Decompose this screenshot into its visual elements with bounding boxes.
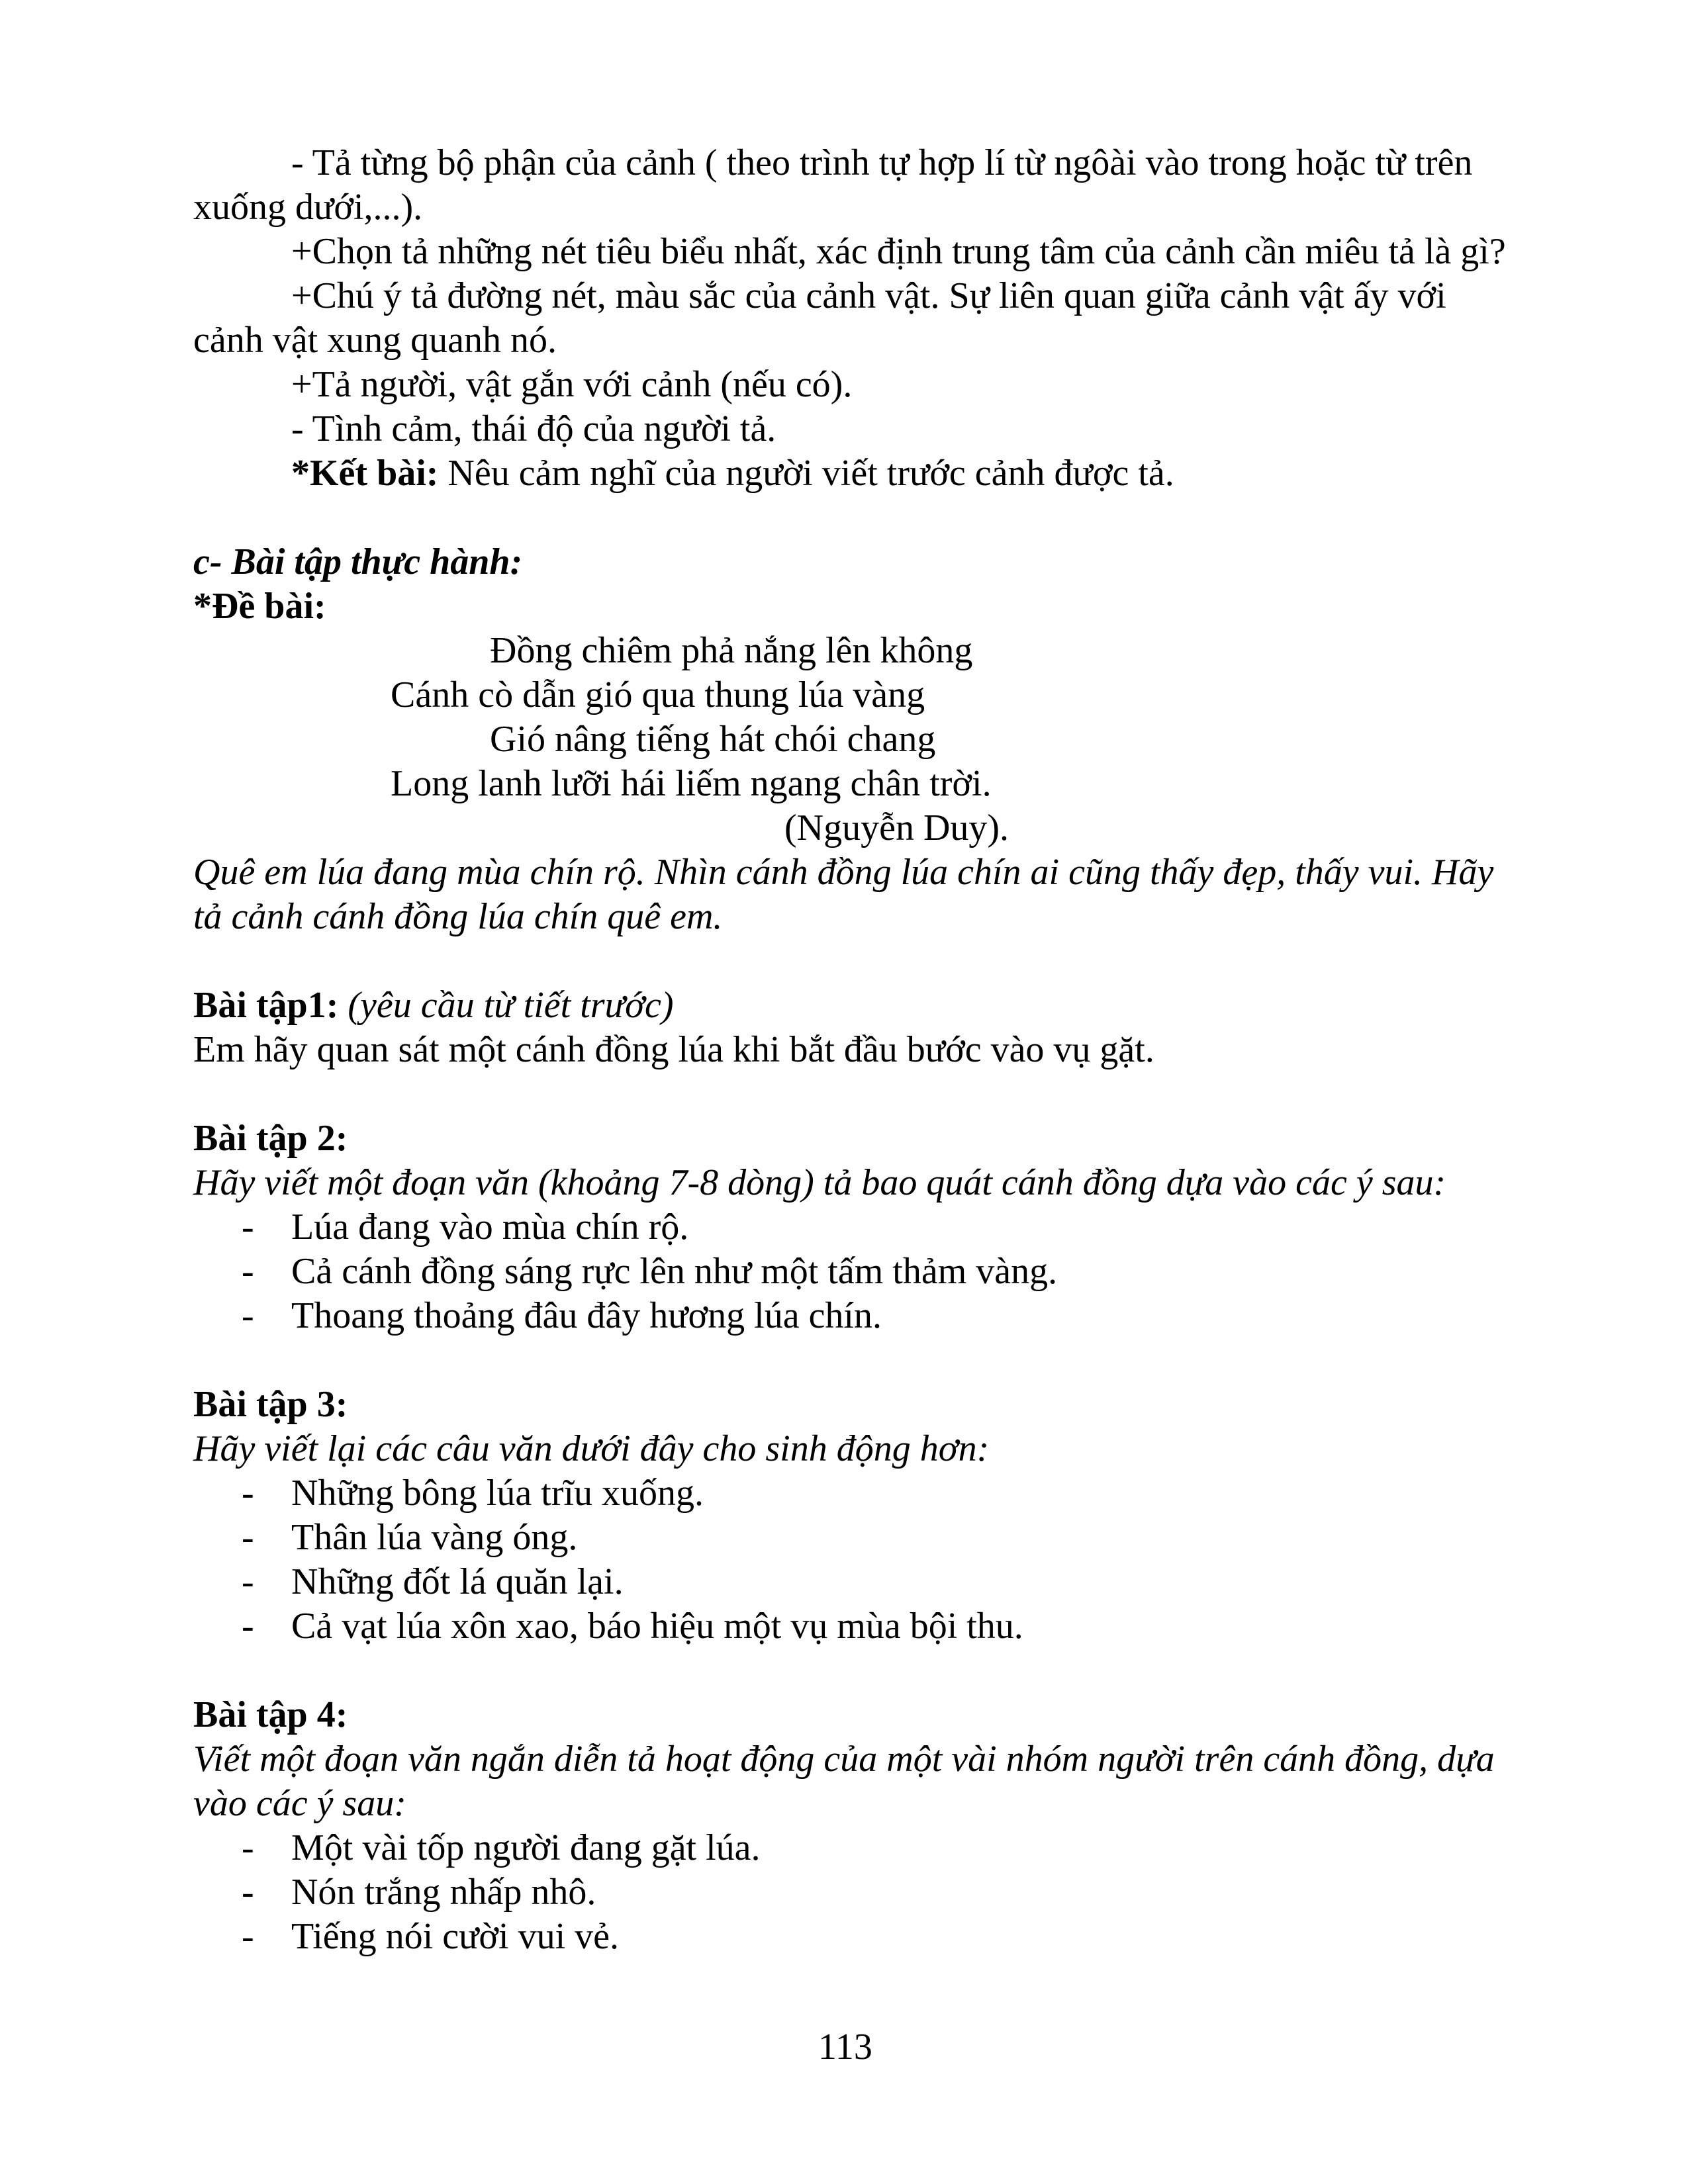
outline-line-2: xuống dưới,...). <box>193 187 423 228</box>
conclusion-label: *Kết bài: <box>291 453 439 494</box>
exercise1-note: (yêu cầu từ tiết trước) <box>338 985 674 1026</box>
bullet-dash: - <box>242 1606 254 1647</box>
bullet-dash: - <box>242 1827 254 1868</box>
exercise1-text: Em hãy quan sát một cánh đồng lúa khi bắt đầu bước vào vụ gặt. <box>193 1029 1154 1070</box>
exercise3-item-3: Những đốt lá quăn lại. <box>291 1561 624 1602</box>
bullet-dash: - <box>242 1517 254 1558</box>
outline-line-1: - Tả từng bộ phận của cảnh ( theo trình tự hợp lí từ ngôài vào trong hoặc từ trên <box>291 142 1473 183</box>
conclusion-text: Nêu cảm nghĩ của người viết trước cảnh được tả. <box>438 453 1174 494</box>
exercise1-heading <box>193 983 674 1027</box>
outline-line-6: +Tả người, vật gắn với cảnh (nếu có). <box>291 364 853 405</box>
outline-line-3: +Chọn tả những nét tiêu biểu nhất, xác định trung tâm của cảnh cần miêu tả là gì? <box>291 231 1506 272</box>
task-line-2: tả cảnh cánh đồng lúa chín quê em. <box>193 896 723 937</box>
practice-heading: c- Bài tập thực hành: <box>193 541 523 582</box>
poem-line-3: Gió nâng tiếng hát chói chang <box>490 719 936 760</box>
bullet-dash: - <box>242 1473 254 1514</box>
exercise3-title: Bài tập 3: <box>193 1384 348 1425</box>
exercise4-instruction-line-1: Viết một đoạn văn ngắn diễn tả hoạt động của một vài nhóm người trên cánh đồng, dựa <box>193 1739 1495 1780</box>
exercise4-item-2: Nón trắng nhấp nhô. <box>291 1872 596 1913</box>
bullet-dash: - <box>242 1561 254 1602</box>
exercise1-title: Bài tập1: <box>193 985 339 1026</box>
exercise2-item-3: Thoang thoảng đâu đây hương lúa chín. <box>291 1295 882 1336</box>
bullet-dash: - <box>242 1295 254 1336</box>
exercise2-title: Bài tập 2: <box>193 1118 348 1159</box>
outline-line-7: - Tình cảm, thái độ của người tả. <box>291 408 776 449</box>
bullet-dash: - <box>242 1872 254 1913</box>
exercise3-item-2: Thân lúa vàng óng. <box>291 1517 578 1558</box>
exercise3-item-1: Những bông lúa trĩu xuống. <box>291 1473 704 1514</box>
page-number: 113 <box>818 2026 872 2068</box>
exercise4-instruction-line-2: vào các ý sau: <box>193 1783 406 1824</box>
poem-author: (Nguyễn Duy). <box>784 807 1009 848</box>
poem-line-2: Cánh cò dẫn gió qua thung lúa vàng <box>391 674 925 715</box>
bullet-dash: - <box>242 1206 254 1248</box>
exercise3-instruction: Hãy viết lại các câu văn dưới đây cho sinh động hơn: <box>193 1428 990 1469</box>
exercise2-item-1: Lúa đang vào mùa chín rộ. <box>291 1206 689 1248</box>
prompt-label: *Đề bài: <box>193 586 326 627</box>
poem-line-1: Đồng chiêm phả nắng lên không <box>490 630 973 671</box>
outline-line-4: +Chú ý tả đường nét, màu sắc của cảnh vật. Sự liên quan giữa cảnh vật ấy với <box>291 275 1446 316</box>
exercise3-item-4: Cả vạt lúa xôn xao, báo hiệu một vụ mùa bội thu. <box>291 1606 1023 1647</box>
poem-line-4: Long lanh lưỡi hái liếm ngang chân trời. <box>391 763 992 804</box>
exercise4-item-3: Tiếng nói cười vui vẻ. <box>291 1916 620 1957</box>
bullet-dash: - <box>242 1916 254 1957</box>
exercise2-item-2: Cả cánh đồng sáng rực lên như một tấm thảm vàng. <box>291 1251 1058 1292</box>
exercise4-title: Bài tập 4: <box>193 1694 348 1735</box>
conclusion-line <box>291 451 1174 495</box>
bullet-dash: - <box>242 1251 254 1292</box>
exercise2-instruction: Hãy viết một đoạn văn (khoảng 7-8 dòng) tả bao quát cánh đồng dựa vào các ý sau: <box>193 1162 1446 1203</box>
exercise4-item-1: Một vài tốp người đang gặt lúa. <box>291 1827 761 1868</box>
outline-line-5: cảnh vật xung quanh nó. <box>193 320 557 361</box>
task-line-1: Quê em lúa đang mùa chín rộ. Nhìn cánh đồng lúa chín ai cũng thấy đẹp, thấy vui. Hãy <box>193 852 1494 893</box>
